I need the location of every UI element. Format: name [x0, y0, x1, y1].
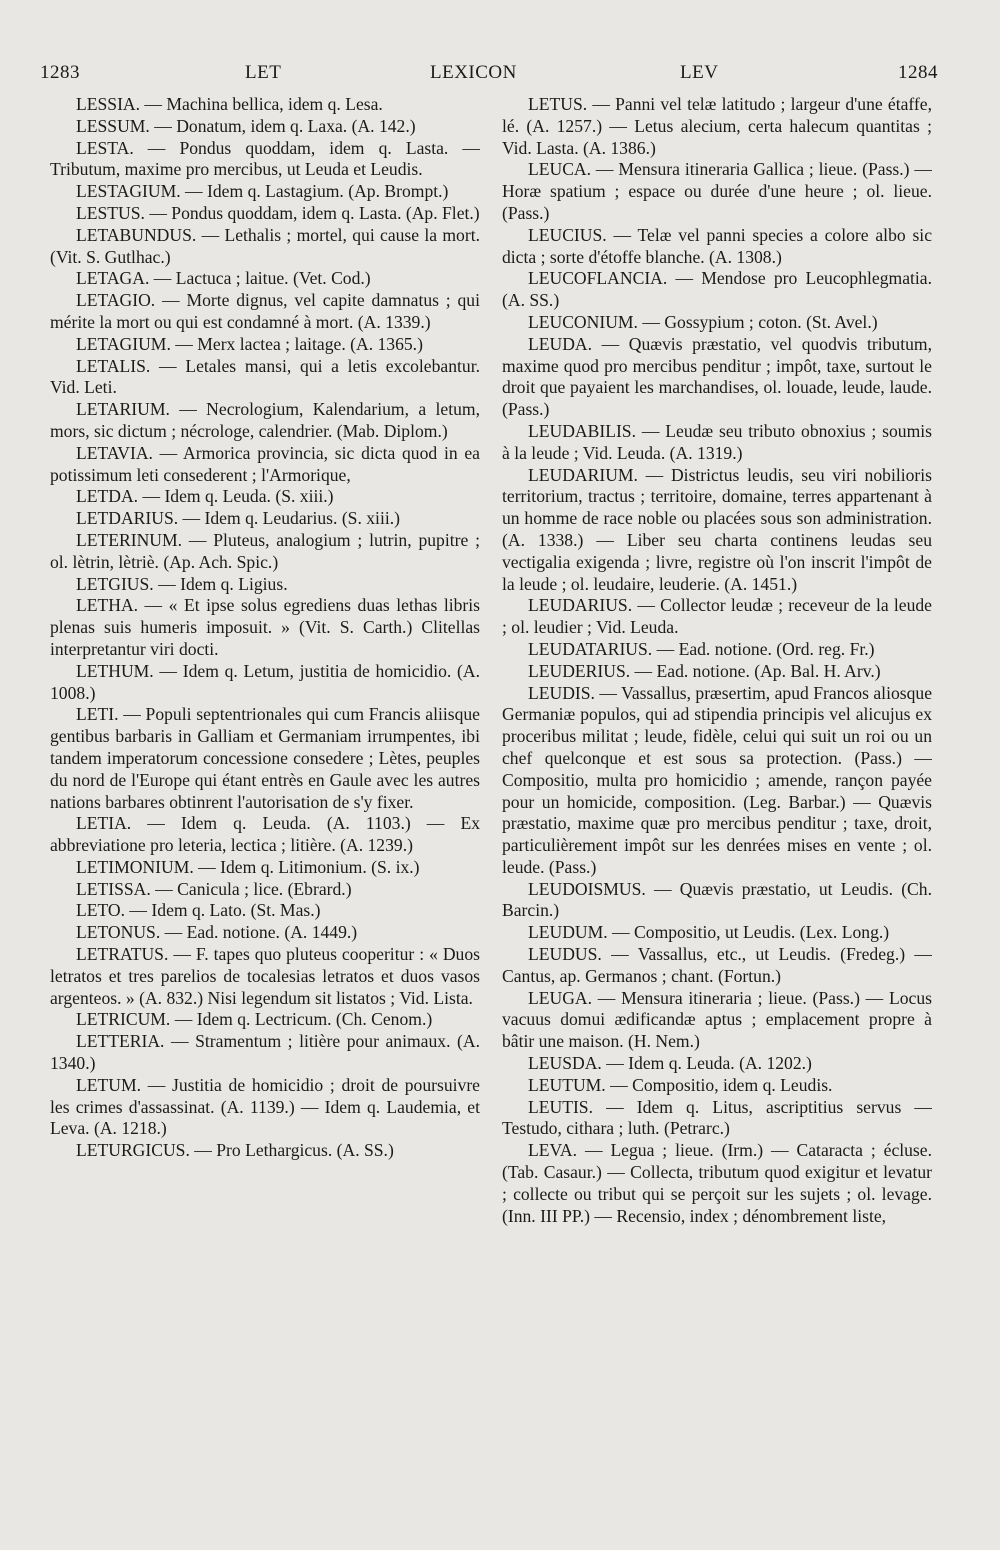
page-header	[40, 62, 938, 86]
entry: LETRATUS. — F. tapes quo pluteus cooperitur : « Duos letratos et tres parelios de tocalesias letratos et duos vasos argenteos. » (A. 832.) Nisi legendum sit listatos ; Vid. Lista.	[50, 944, 480, 1008]
entry: LEUDARIUS. — Collector leudæ ; receveur de la leude ; ol. leudier ; Vid. Leuda.	[502, 595, 932, 638]
entry: LEUSDA. — Idem q. Leuda. (A. 1202.)	[528, 1053, 812, 1074]
entry: LETAGIO. — Morte dignus, vel capite damnatus ; qui mérite la mort ou qui est condamné à mort. (A. 1339.)	[50, 290, 480, 332]
entry: LETALIS. — Letales mansi, qui a letis excolebantur. Vid. Leti.	[50, 355, 480, 398]
entry: LEUTUM. — Compositio, idem q. Leudis.	[528, 1074, 833, 1095]
entry: LEUCONIUM. — Gossypium ; coton. (St. Avel.)	[528, 311, 878, 332]
entry: LEUDUS. — Vassallus, etc., ut Leudis. (Fredeg.) — Cantus, ap. Germanos ; chant. (Fortun.)	[502, 944, 932, 986]
entry: LETI. — Populi septentrionales qui cum Francis aliisque gentibus barbaris in Galliam et Germaniam irrumpentes, ibi tandem imperatorum concessione consedere ; Lètes, peuples du nord de l'Europe qui étant entrès en Gaule avec les autres nations barbares obtinrent l'autorisation de s'y fixer.	[50, 704, 480, 812]
center-title: LEXICON	[430, 62, 517, 83]
entry: LETIMONIUM. — Idem q. Litimonium. (S. ix.)	[76, 856, 420, 877]
entry: LETTERIA. — Stramentum ; litière pour animaux. (A. 1340.)	[50, 1031, 480, 1074]
entry: LETISSA. — Canicula ; lice. (Ebrard.)	[76, 878, 352, 899]
entry: LESTAGIUM. — Idem q. Lastagium. (Ap. Brompt.)	[76, 181, 449, 202]
entry: LETDA. — Idem q. Leuda. (S. xiii.)	[76, 486, 334, 507]
entry: LEUCA. — Mensura itineraria Gallica ; lieue. (Pass.) — Horæ spatium ; espace ou durée d'une heure ; ol. lieue. (Pass.)	[502, 159, 932, 223]
entry: LESTUS. — Pondus quoddam, idem q. Lasta. (Ap. Flet.)	[76, 202, 480, 223]
entry: LETAGA. — Lactuca ; laitue. (Vet. Cod.)	[76, 268, 371, 289]
entry: LETAGIUM. — Merx lactea ; laitage. (A. 1365.)	[76, 333, 423, 354]
entry: LEUCOFLANCIA. — Mendose pro Leucophlegmatia. (A. SS.)	[502, 268, 932, 311]
entry: LEUDABILIS. — Leudæ seu tributo obnoxius ; soumis à la leude ; Vid. Leuda. (A. 1319.)	[502, 420, 932, 463]
right-page-number: 1284	[898, 62, 938, 83]
right-running-head: LEV	[680, 62, 719, 83]
entry: LESSIA. — Machina bellica, idem q. Lesa.	[76, 94, 383, 114]
entry: LETIA. — Idem q. Leuda. (A. 1103.) — Ex abbreviatione pro leteria, lectica ; litière. (A. 1239.)	[50, 813, 480, 856]
entry: LEUDIS. — Vassallus, præsertim, apud Francos aliosque Germaniæ populos, qui ad stipendia principis vel alicujus ex proceribus militat ; leude, fidèle, celui qui suit un roi ou un chef quelconque et est sous sa protection. (Pass.) — Compositio, multa pro homicidio ; amende, rançon payée pour un homicide, composition. (Leg. Barbar.) — Quævis præstatio, maxime quæ pro mercibus penditur ; taxe, droit, particulièrement impôt sur les denrées mises en vente ; ol. leude. (Pass.)	[502, 682, 932, 877]
entry: LEUDARIUM. — Districtus leudis, seu viri nobilioris territorium, tractus ; territoire, domaine, terres appartenant à un homme de race noble ou placées sous son administration. (A. 1338.) — Liber seu charta continens leudas seu vectigalia exigenda ; livre, registre où l'on inscrit l'impôt de la leude ; ol. leudaire, leuderie. (A. 1451.)	[502, 464, 932, 594]
entry: LEUDATARIUS. — Ead. notione. (Ord. reg. Fr.)	[528, 638, 875, 659]
entry: LETO. — Idem q. Lato. (St. Mas.)	[76, 900, 321, 921]
entry: LEUDUM. — Compositio, ut Leudis. (Lex. Long.)	[528, 922, 890, 943]
entry: LEUGA. — Mensura itineraria ; lieue. (Pass.) — Locus vacuus domui ædificandæ aptus ; emplacement propre à bâtir une maison. (H. Nem.)	[502, 987, 932, 1052]
entry: LETARIUM. — Necrologium, Kalendarium, a letum, mors, sic dictum ; nécrologe, calendrier. (Mab. Diplom.)	[50, 399, 480, 441]
entry: LETABUNDUS. — Lethalis ; mortel, qui cause la mort. (Vit. S. Gutlhac.)	[50, 224, 480, 267]
entry: LETHA. — « Et ipse solus egrediens duas lethas libris plenas suis humeris imposuit. » (Vit. S. Carth.) Clitellas interpretantur viri docti.	[50, 595, 480, 659]
entry: LETONUS. — Ead. notione. (A. 1449.)	[76, 922, 358, 943]
entry: LEUDOISMUS. — Quævis præstatio, ut Leudis. (Ch. Barcin.)	[502, 878, 932, 921]
entry: LETUM. — Justitia de homicidio ; droit de poursuivre les crimes d'assassinat. (A. 1139.) — Idem q. Laudemia, et Leva. (A. 1218.)	[50, 1074, 480, 1139]
entry: LETURGICUS. — Pro Lethargicus. (A. SS.)	[76, 1140, 394, 1161]
left-column	[50, 94, 480, 1514]
entry: LETERINUM. — Pluteus, analogium ; lutrin, pupitre ; ol. lètrin, lètriè. (Ap. Ach. Spic.)	[50, 529, 480, 572]
entry: LETHUM. — Idem q. Letum, justitia de homicidio. (A. 1008.)	[50, 660, 480, 703]
left-page-number: 1283	[40, 62, 80, 83]
entry: LETAVIA. — Armorica provincia, sic dicta quod in ea potissimum leti consederent ; l'Armorique,	[50, 442, 480, 485]
entry: LETGIUS. — Idem q. Ligius.	[76, 573, 288, 594]
entry: LEUDERIUS. — Ead. notione. (Ap. Bal. H. Arv.)	[528, 660, 881, 681]
entry: LEUDA. — Quævis præstatio, vel quodvis tributum, maxime quod pro mercibus penditur ; impôt, taxe, surtout le droit que payaient les marchandises, ol. louade, leude, laude. (Pass.)	[502, 333, 932, 420]
entry: LESSUM. — Donatum, idem q. Laxa. (A. 142.)	[76, 115, 416, 136]
left-running-head: LET	[245, 62, 282, 83]
entry: LESTA. — Pondus quoddam, idem q. Lasta. — Tributum, maxime pro mercibus, ut Leuda et Leudis.	[50, 137, 480, 180]
entry: LEUCIUS. — Telæ vel panni species a colore albo sic dicta ; sorte d'étoffe blanche. (A. 1308.)	[502, 224, 932, 267]
entry: LEUTIS. — Idem q. Litus, ascriptitius servus — Testudo, cithara ; luth. (Petrarc.)	[502, 1096, 932, 1139]
entry: LETUS. — Panni vel telæ latitudo ; largeur d'une étaffe, lé. (A. 1257.) — Letus alecium, certa halecum quantitas ; Vid. Lasta. (A. 1386.)	[502, 94, 932, 158]
entry: LEVA. — Legua ; lieue. (Irm.) — Cataracta ; écluse. (Tab. Casaur.) — Collecta, tributum quod exigitur et levatur ; collecte ou tribut qui se perçoit sur les sujets ; ol. levage. (Inn. III PP.) — Recensio, index ; dénombrement liste,	[502, 1140, 932, 1226]
entry: LETDARIUS. — Idem q. Leudarius. (S. xiii.)	[76, 508, 400, 529]
right-column	[502, 94, 932, 1514]
entry: LETRICUM. — Idem q. Lectricum. (Ch. Cenom.)	[76, 1009, 433, 1030]
